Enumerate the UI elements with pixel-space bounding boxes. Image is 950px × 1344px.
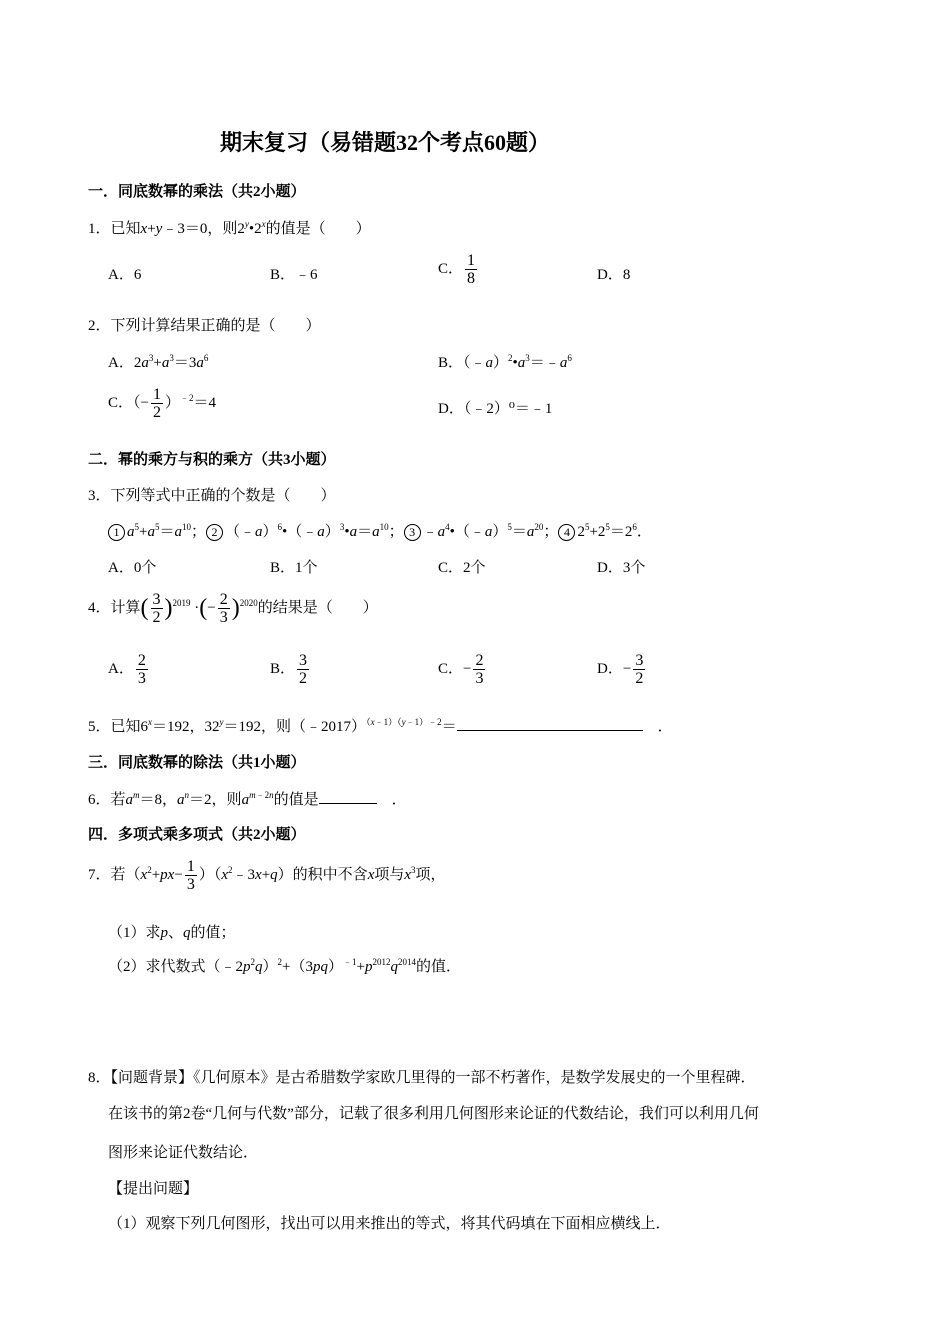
question-6-stem: 6．若$a^m=8$，$a^n=2$，则$a^{m﹣2n}$的值是 ． [88, 790, 407, 808]
question-7-part-1: （1）求p、q的值； [108, 925, 236, 941]
question-number: 4． [88, 599, 111, 616]
denominator: 3 [137, 670, 146, 687]
numerator: 2 [219, 591, 228, 608]
fraction [465, 252, 477, 287]
question-text: 的积中不含 [292, 866, 368, 883]
q4-option-d: D．− $\frac{3}{2}$ [597, 652, 644, 687]
answer-blank[interactable] [457, 729, 643, 731]
question-text: 下列计算结果正确的是（ ） [110, 318, 321, 334]
q4-option-b-label: B． [270, 660, 296, 677]
denominator: 3 [475, 670, 484, 687]
q3-option-d: D．3个 [597, 560, 646, 576]
q4-option-d-label: D． [597, 660, 623, 677]
question-number: 5． [88, 719, 111, 735]
fraction [218, 591, 230, 626]
question-4-stem: 4．计算( $\frac{3}{2}$ )$^{2019}$ ·(− $\frac{2}{3}$ )$^{2020}$的结果是（ ） [88, 591, 378, 626]
question-7-part-2: （2）求代数式$(﹣2p^2q)^2+(3pq)^{﹣1}+p^{2012}q^{2014}$的值． [108, 957, 462, 975]
q1-option-b: B．﹣6 [270, 267, 318, 283]
question-text: （2）求代数式（﹣2 [108, 959, 244, 975]
numerator: 3 [299, 652, 308, 669]
numerator: 2 [137, 652, 146, 669]
question-7-stem: 7．若（$x^2+px-$ $\frac{1}{3}$ ）$(x^2﹣3x+q)$的积中不含x项与$x^3$项， [88, 858, 446, 893]
numerator: 2 [475, 652, 484, 669]
circled-number: 3 [404, 524, 421, 541]
fraction [473, 652, 485, 687]
fraction [151, 591, 163, 626]
q4-option-a-label: A． [108, 660, 134, 677]
q1-option-c-label: C． [438, 260, 464, 277]
question-text: 的结果是（ ） [257, 599, 378, 616]
question-number: 7． [88, 866, 111, 883]
q2-option-c-label: C． [108, 394, 134, 411]
page-title: 期末复习（易错题32个考点60题） [220, 130, 551, 155]
section-heading-4: 四．多项式乘多项式（共2小题） [88, 827, 306, 843]
q4-option-c: C．− $\frac{2}{3}$ [438, 652, 484, 687]
question-number: 3． [88, 488, 111, 504]
q2-option-c: C．（− $\frac{1}{2}$ ）$^{﹣2}$＝4 [108, 386, 217, 421]
denominator: 2 [635, 670, 644, 687]
question-number: 6． [88, 792, 111, 808]
circled-number: 2 [206, 524, 223, 541]
denominator: 2 [152, 404, 161, 421]
fraction [297, 652, 309, 687]
denominator: 3 [186, 876, 195, 893]
question-8-line-1 [88, 1066, 756, 1087]
question-number: 2． [88, 318, 111, 334]
q2-option-b: B．$(﹣a)^2•a^3=﹣a^6$ [438, 353, 572, 371]
numerator: 1 [467, 252, 476, 269]
question-3-statements: 1 $a^5+a^5=a^{10}$； 2 $(﹣a)^6•(﹣a)^3•a=a^{10}$； 3 $﹣a^4•(﹣a)^5=a^{20}$； 4 $2^5+2^5=2^6$． [108, 520, 652, 541]
answer-blank[interactable] [319, 802, 377, 804]
q2-option-a: A．$2a^3+a^3=3a^6$ [108, 353, 209, 371]
fraction [185, 858, 197, 893]
question-1-stem: 1．已知x+y﹣3＝0，则2$^y$•2$^x$的值是（ ） [88, 219, 371, 237]
question-5-stem: 5．已知$6^x=192$，$32^y=192$，则（﹣2017）$^{(x﹣1)(y﹣1)﹣2}$＝ ． [88, 717, 673, 735]
denominator: 2 [299, 670, 308, 687]
numerator: 3 [635, 652, 644, 669]
denominator: 8 [467, 270, 476, 287]
question-2-stem [88, 314, 321, 335]
q1-option-c [438, 252, 479, 287]
fraction [151, 386, 163, 421]
numerator: 1 [186, 858, 195, 875]
section-heading-3: 三．同底数幂的除法（共1小题） [88, 755, 306, 771]
numerator: 1 [152, 386, 161, 403]
fraction [633, 652, 645, 687]
question-8-line-4: 【提出问题】 [108, 1181, 199, 1197]
circled-number: 4 [558, 524, 575, 541]
q4-option-b [270, 652, 311, 687]
denominator: 2 [152, 609, 161, 626]
denominator: 3 [219, 609, 228, 626]
question-8-line-3: 图形来论证代数结论． [108, 1145, 259, 1161]
numerator: 3 [152, 591, 161, 608]
question-8-line-5: （1）观察下列几何图形，找出可以用来推出的等式，将其代码填在下面相应横线上． [108, 1216, 671, 1232]
fraction [136, 652, 148, 687]
q4-option-c-label: C． [438, 660, 464, 677]
question-text: 下列等式中正确的个数是（ ） [110, 488, 336, 504]
q3-option-b: B．1个 [270, 560, 318, 576]
q3-option-a: A．0个 [108, 560, 157, 576]
q1-option-d: D．8 [597, 267, 631, 283]
question-3-stem [88, 484, 336, 505]
q4-option-a [108, 652, 150, 687]
q2-option-d: D．（﹣2）⁰＝﹣1 [438, 401, 553, 417]
question-text: 【问题背景】《几何原本》是古希腊数学家欧几里得的一部不朽著作，是数学发展史的一个里程碑． [110, 1070, 756, 1086]
section-heading-2: 二．幂的乘方与积的乘方（共3小题） [88, 452, 336, 468]
circled-number: 1 [108, 524, 125, 541]
q1-option-a: A．6 [108, 267, 142, 283]
question-8-line-2: 在该书的第2卷“几何与代数”部分，记载了很多利用几何图形来论证的代数结论，我们可以利用几何 [108, 1106, 759, 1122]
q3-option-c: C．2个 [438, 560, 486, 576]
question-number: 1． [88, 221, 111, 237]
section-heading-1: 一．同底数幂的乘法（共2小题） [88, 184, 306, 200]
question-number: 8． [88, 1070, 111, 1086]
